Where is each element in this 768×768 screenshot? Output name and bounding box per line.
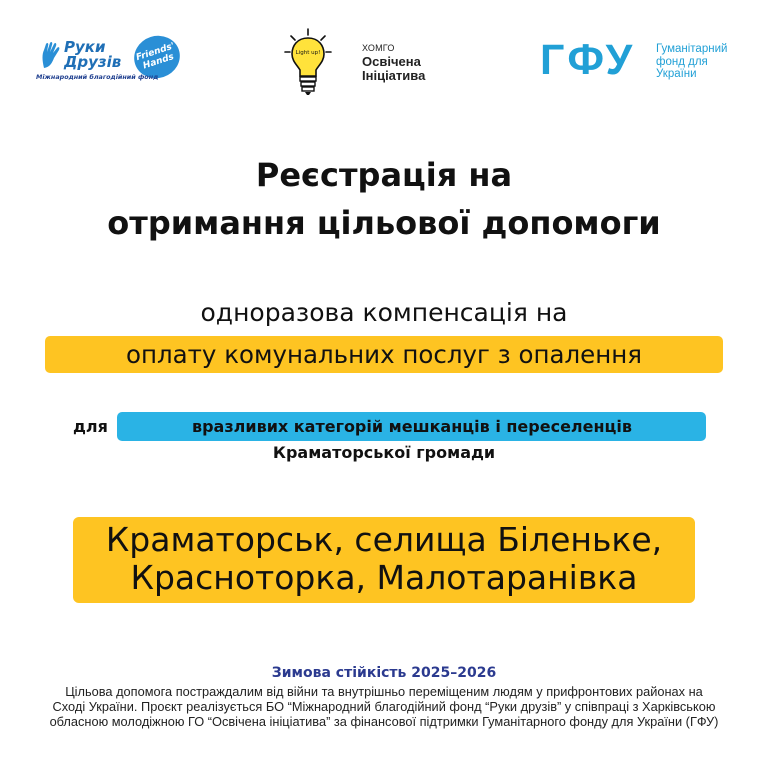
locations-line-2: Красноторка, Малотаранівка bbox=[130, 558, 638, 597]
ruky-druziv-wordmark bbox=[64, 40, 121, 70]
org-type-label: ХОМГО bbox=[362, 43, 395, 53]
subtitle-line-1: одноразова компенсація на bbox=[200, 298, 568, 327]
hand-icon bbox=[40, 40, 62, 70]
page-title-line-1: Реєстрація на bbox=[255, 156, 513, 194]
target-highlight-text: вразливих категорій мешканців і переселенців bbox=[191, 417, 633, 436]
footer-title: Зимова стійкість 2025–2026 bbox=[271, 665, 497, 681]
page-title-line-2: отримання цільової допомоги bbox=[107, 204, 661, 242]
gfu-caption-line-2: фонд для bbox=[656, 55, 708, 68]
bulb-text: Light up! bbox=[295, 50, 321, 56]
lightbulb-icon bbox=[283, 28, 333, 96]
gfu-caption-line-3: України bbox=[656, 68, 697, 80]
subtitle-line-2: оплату комунальних послуг з опалення bbox=[125, 340, 642, 369]
gfu-caption bbox=[656, 43, 727, 81]
logo-subtitle: Міжнародний благодійний фонд bbox=[36, 73, 159, 81]
gfu-logo bbox=[540, 36, 740, 84]
logo-line-1: Руки bbox=[64, 38, 106, 56]
logo-line-2: Друзів bbox=[64, 53, 122, 71]
footer-description bbox=[22, 684, 746, 729]
target-prefix: для bbox=[73, 417, 108, 436]
gfu-caption-line-1: Гуманітарний bbox=[656, 43, 728, 55]
footer-line-3: обласною молодіжною ГО “Освічена ініціатива” за фінансової підтримки Гуманітарного фонду для України (ГФУ) bbox=[49, 714, 719, 729]
osvichena-initsiatyva-logo bbox=[283, 28, 443, 98]
footer-line-1: Цільова допомога постраждалим від війни та внутрішньо переміщеним людям у прифронтових районах на bbox=[65, 684, 703, 699]
org-name-line-2: Ініціатива bbox=[362, 68, 426, 83]
org-name bbox=[362, 55, 425, 83]
locations-line-1: Краматорськ, селища Біленьке, bbox=[105, 520, 663, 559]
target-community: Краматорської громади bbox=[272, 443, 496, 462]
friends-hands-badge: Friends' Hands bbox=[129, 30, 186, 84]
org-name-line-1: Освічена bbox=[362, 54, 421, 69]
ruky-druziv-logo bbox=[34, 36, 184, 86]
footer-line-2: Сході України. Проєкт реалізується БО “Міжнародний благодійний фонд “Руки друзів” у співпраці з Харківською bbox=[52, 699, 716, 714]
gfu-wordmark: ГФУ bbox=[540, 36, 636, 84]
